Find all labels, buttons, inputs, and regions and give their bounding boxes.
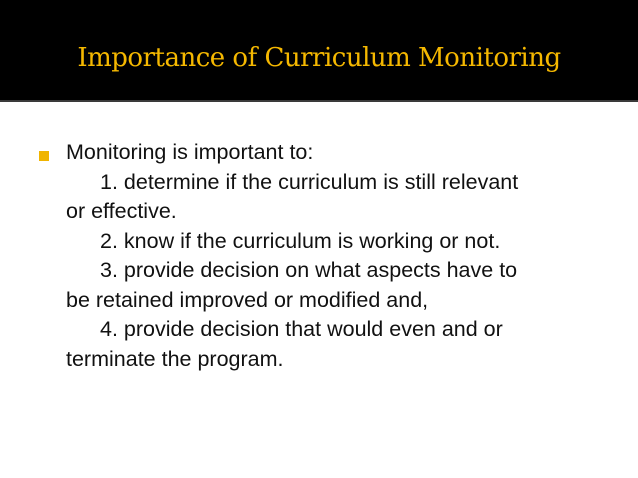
title-bar: [0, 0, 638, 100]
title-divider: [0, 100, 638, 102]
slide-body: [66, 138, 596, 374]
body-line-intro: Monitoring is important to:: [66, 140, 314, 164]
body-line-point-2: 2. know if the curriculum is working or not.: [100, 228, 501, 253]
slide-title: Importance of Curriculum Monitoring: [77, 43, 561, 73]
body-line-point-4: 4. provide decision that would even and or: [100, 317, 503, 341]
body-line-point-1: 1. determine if the curriculum is still relevant: [100, 169, 519, 194]
body-line-point-1-cont: or effective.: [66, 199, 177, 223]
body-line-point-3-cont: be retained improved or modified and,: [66, 287, 429, 312]
body-line-point-3: 3. provide decision on what aspects have to: [100, 258, 518, 282]
body-line-point-4-cont: terminate the program.: [66, 346, 284, 371]
square-bullet-icon: [39, 151, 49, 161]
